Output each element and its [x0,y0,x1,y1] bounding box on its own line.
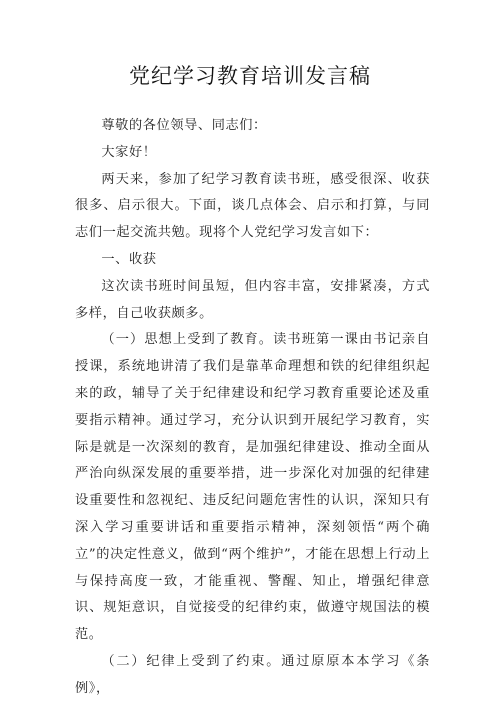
page-title: 党纪学习教育培训发言稿 [129,64,371,88]
section-heading-harvest: 一、收获 [101,251,157,267]
intro-paragraph: 两天来，参加了纪学习教育读书班，感受很深、收获很多、启示很大。下面，谈几点体会、启示和打算，与同志们一起交流共勉。现将个人党纪学习发言如下： [75,171,430,241]
ideology-paragraph: （一）思想上受到了教育。读书班第一课由书记亲自授课，系统地讲清了我们是靠革命理想和铁的纪律组织起来的政，辅导了关于纪律建设和纪学习教育重要论述及重要指示精神。通过学习，充分认识到开展纪学习教育，实际是就是一次深刻的教育，是加强纪律建设、推动全面从严治向纵深发展的重要举措，进一步深化对加强的纪律建设重要性和忽视纪、违反纪问题危害性的认识，深知只有深入学习重要讲话和重要指示精神，深刻领悟“两个确立”的决定性意义，做到“两个维护”，才能在思想上行动上与保持高度一致，才能重视、警醒、知止，增强纪律意识、规矩意识，自觉接受的纪律约束，做遵守规国法的模范。 [75,332,430,643]
document-body [75,113,430,703]
harvest-summary-paragraph: 这次读书班时间虽短，但内容丰富，安排紧凑，方式多样，自己收获颇多。 [75,278,430,321]
salutation: 尊敬的各位领导、同志们： [101,118,267,133]
discipline-paragraph: （二）纪律上受到了约束。通过原原本本学习《条例》， [75,653,430,696]
greeting: 大家好！ [101,144,157,160]
